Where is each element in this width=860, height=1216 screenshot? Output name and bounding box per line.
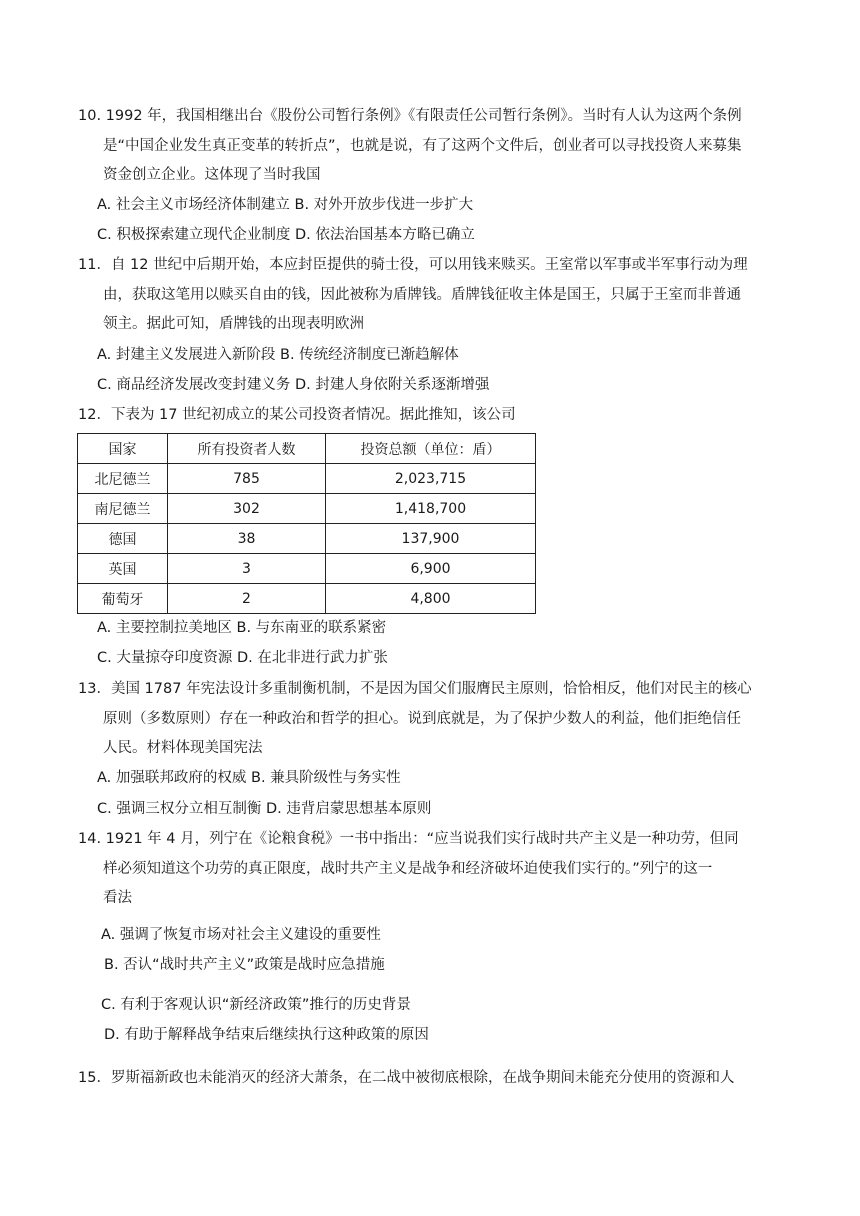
q13-stem-line-2: 原则（多数原则）存在一种政治和哲学的担心。说到底就是，为了保护少数人的利益，他们拒绝信任 (103, 711, 741, 727)
q14-option-a: A. 强调了恢复市场对社会主义建设的重要性 (101, 927, 381, 943)
q10-stem-line-2: 是“中国企业发生真正变革的转折点”，也就是说，有了这两个文件后，创业者可以寻找投资人来募集 (103, 138, 742, 154)
table-cell-investment-total: 4,800 (326, 584, 536, 614)
table-cell-investment-total: 1,418,700 (326, 494, 536, 524)
q14-stem-line-2: 样必须知道这个功劳的真正限度，战时共产主义是战争和经济破坏迫使我们实行的。”列宁的这一 (103, 861, 713, 877)
table-cell-country: 英国 (78, 554, 168, 584)
table-cell-investor-count: 302 (168, 494, 326, 524)
table-row (78, 464, 536, 494)
table-cell-country: 北尼德兰 (78, 464, 168, 494)
table-cell-country: 葡萄牙 (78, 584, 168, 614)
q11-option-cd: C. 商品经济发展改变封建义务 D. 封建人身依附关系逐渐增强 (97, 377, 490, 393)
table-header-country: 国家 (78, 434, 168, 464)
q13-option-ab: A. 加强联邦政府的权威 B. 兼具阶级性与务实性 (97, 770, 401, 786)
table-row (78, 584, 536, 614)
table-header-row (78, 434, 536, 464)
table-row (78, 494, 536, 524)
table-cell-investor-count: 3 (168, 554, 326, 584)
table-cell-country: 德国 (78, 524, 168, 554)
q15-stem-line-1: 15．罗斯福新政也未能消灭的经济大萧条，在二战中被彻底根除，在战争期间未能充分使用的资源和人 (78, 1070, 735, 1086)
q11-stem-line-3: 领主。据此可知，盾牌钱的出现表明欧洲 (103, 316, 364, 332)
table-header-investor-count: 所有投资者人数 (168, 434, 326, 464)
q12-stem-line-1: 12．下表为 17 世纪初成立的某公司投资者情况。据此推知，该公司 (78, 407, 516, 423)
table-header-investment-total: 投资总额（单位：盾） (326, 434, 536, 464)
q10-stem-line-1: 10. 1992 年，我国相继出台《股份公司暂行条例》《有限责任公司暂行条例》。当时有人认为这两个条例 (78, 108, 742, 124)
q10-option-ab: A. 社会主义市场经济体制建立 B. 对外开放步伐进一步扩大 (97, 197, 474, 213)
investor-table (77, 433, 536, 614)
q14-option-c: C. 有利于客观认识“新经济政策”推行的历史背景 (101, 997, 411, 1013)
q12-option-ab: A. 主要控制拉美地区 B. 与东南亚的联系紧密 (97, 620, 387, 636)
table-row (78, 524, 536, 554)
table-cell-country: 南尼德兰 (78, 494, 168, 524)
table-cell-investor-count: 2 (168, 584, 326, 614)
q11-option-ab: A. 封建主义发展进入新阶段 B. 传统经济制度已渐趋解体 (97, 347, 459, 363)
q13-option-cd: C. 强调三权分立相互制衡 D. 违背启蒙思想基本原则 (97, 801, 432, 817)
table-cell-investment-total: 2,023,715 (326, 464, 536, 494)
q14-stem-line-3: 看法 (103, 890, 132, 906)
table-cell-investment-total: 6,900 (326, 554, 536, 584)
q14-stem-line-1: 14. 1921 年 4 月，列宁在《论粮食税》一书中指出：“应当说我们实行战时共产主义是一种功劳，但同 (78, 831, 739, 847)
q14-option-d: D. 有助于解释战争结束后继续执行这种政策的原因 (104, 1027, 429, 1043)
table-row (78, 554, 536, 584)
table-cell-investor-count: 38 (168, 524, 326, 554)
q13-stem-line-3: 人民。材料体现美国宪法 (103, 740, 263, 756)
table-cell-investor-count: 785 (168, 464, 326, 494)
q10-stem-line-3: 资金创立企业。这体现了当时我国 (103, 167, 321, 183)
q12-option-cd: C. 大量掠夺印度资源 D. 在北非进行武力扩张 (97, 650, 388, 666)
q10-option-cd: C. 积极探索建立现代企业制度 D. 依法治国基本方略已确立 (97, 227, 475, 243)
q11-stem-line-2: 由，获取这笔用以赎买自由的钱，因此被称为盾牌钱。盾牌钱征收主体是国王，只属于王室而非普通 (103, 287, 741, 303)
q11-stem-line-1: 11．自 12 世纪中后期开始，本应封臣提供的骑士役，可以用钱来赎买。王室常以军事或半军事行动为理 (78, 257, 748, 273)
table-cell-investment-total: 137,900 (326, 524, 536, 554)
q14-option-b: B. 否认“战时共产主义”政策是战时应急措施 (104, 957, 385, 973)
q13-stem-line-1: 13．美国 1787 年宪法设计多重制衡机制，不是因为国父们服膺民主原则，恰恰相反，他们对民主的核心 (78, 681, 752, 697)
